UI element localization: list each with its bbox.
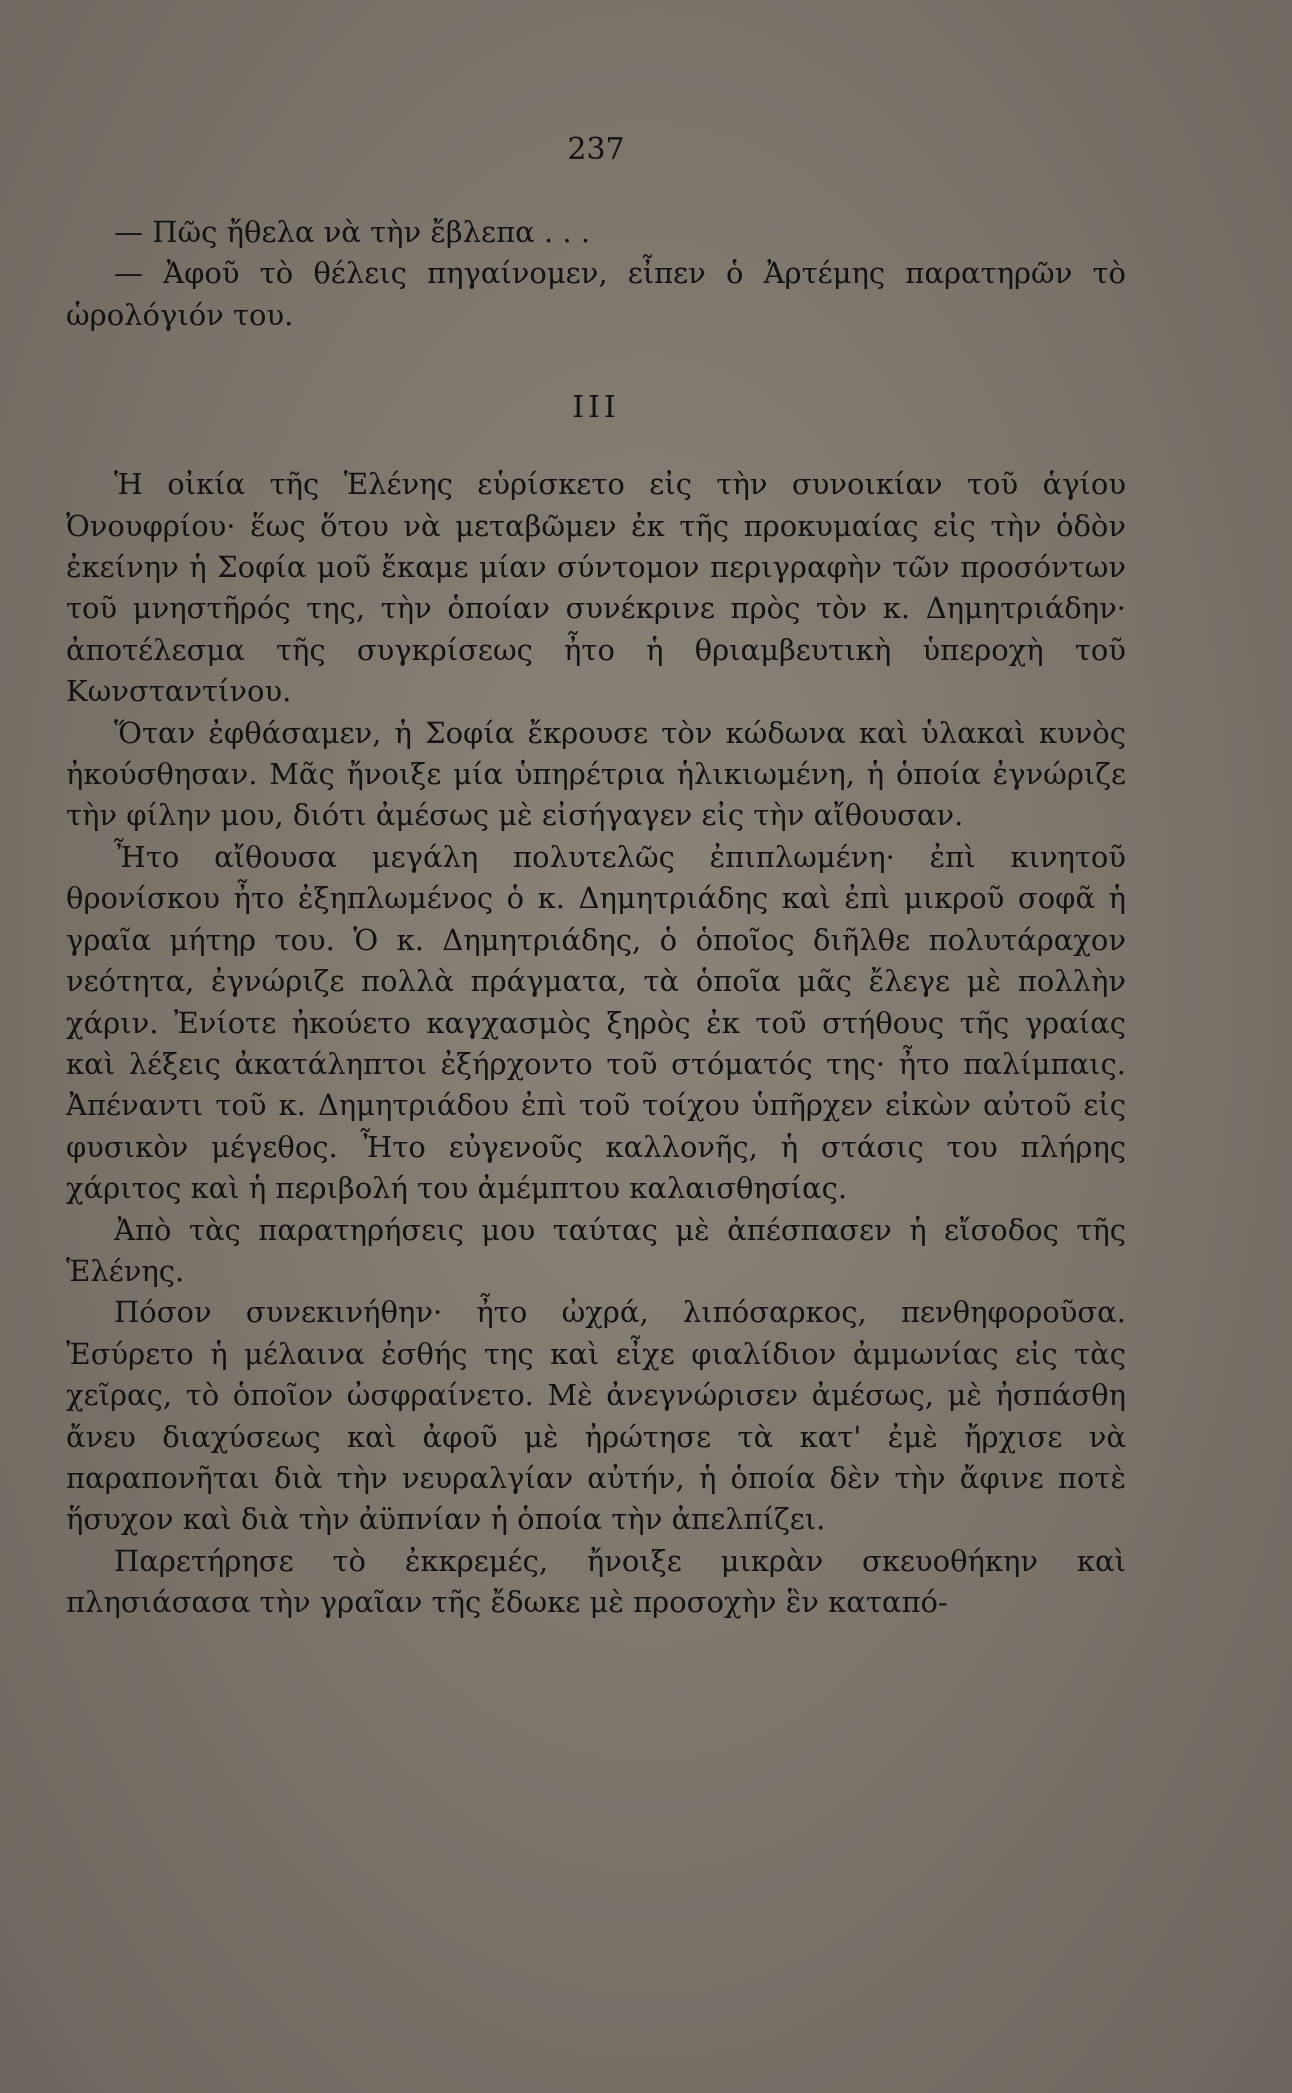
paragraph: Παρετήρησε τὸ ἐκκρεμές, ἤνοιξε μικρὰν σκευοθήκην καὶ πλησιάσασα τὴν γραῖαν τῆς ἔδωκε μὲ προσοχὴν ἓν καταπό- — [66, 1543, 1126, 1620]
dialogue-line-2: — Ἀφοῦ τὸ θέλεις πηγαίνομεν, εἶπεν ὁ Ἀρτέμης παρατηρῶν τὸ ὡρολόγιόν του. — [66, 256, 1126, 332]
paragraph: Πόσον συνεκινήθην· ἦτο ὠχρά, λιπόσαρκος, πενθηφοροῦσα. Ἐσύρετο ἡ μέλαινα ἐσθής της καὶ εἶχε φιαλίδιον ἀμμωνίας εἰς τὰς χεῖρας, τὸ ὁποῖον ὠσφραίνετο. Μὲ ἀνεγνώρισεν ἀμέσως, μὲ ἠσπάσθη ἄνευ διαχύσεως καὶ ἀφοῦ μὲ ἠρώτησε τὰ κατ' ἐμὲ ἤρχισε νὰ παραπονῆται διὰ τὴν νευραλγίαν αὐτήν, ἡ ὁποία δὲν τὴν ἄφινε ποτὲ ἥσυχον καὶ διὰ τὴν ἀϋπνίαν ἡ ὁποία τὴν ἀπελπίζει. — [66, 1295, 1126, 1537]
paragraph: Ἡ οἰκία τῆς Ἑλένης εὑρίσκετο εἰς τὴν συνοικίαν τοῦ ἁγίου Ὀνουφρίου· ἕως ὅτου νὰ μεταβῶμεν ἐκ τῆς προκυμαίας εἰς τὴν ὁδὸν ἐκείνην ἡ Σοφία μοῦ ἔκαμε μίαν σύντομον περιγραφὴν τῶν προσόντων τοῦ μνηστῆρός της, τὴν ὁποίαν συνέκρινε πρὸς τὸν κ. Δημητριάδην· ἀποτέλεσμα τῆς συγκρίσεως ἦτο ἡ θριαμβευτικὴ ὑπεροχὴ τοῦ Κωνσταντίνου. — [66, 467, 1126, 709]
paragraph: Ἀπὸ τὰς παρατηρήσεις μου ταύτας μὲ ἀπέσπασεν ἡ εἴσοδος τῆς Ἑλένης. — [66, 1212, 1126, 1288]
section-heading: III — [572, 390, 620, 426]
page-number: 237 — [567, 132, 625, 167]
page-text — [66, 128, 1126, 1624]
paragraph: Ἦτο αἴθουσα μεγάλη πολυτελῶς ἐπιπλωμένη· ἐπὶ κινητοῦ θρονίσκου ἦτο ἐξηπλωμένος ὁ κ. Δημητριάδης καὶ ἐπὶ μικροῦ σοφᾶ ἡ γραῖα μήτηρ του. Ὁ κ. Δημητριάδης, ὁ ὁποῖος διῆλθε πολυτάραχον νεότητα, ἐγνώριζε πολλὰ πράγματα, τὰ ὁποῖα μᾶς ἔλεγε μὲ πολλὴν χάριν. Ἐνίοτε ἠκούετο καγχασμὸς ξηρὸς ἐκ τοῦ στήθους τῆς γραίας καὶ λέξεις ἀκατάληπτοι ἐξήρχοντο τοῦ στόματός της· ἦτο παλίμπαις. Ἀπέναντι τοῦ κ. Δημητριάδου ἐπὶ τοῦ τοίχου ὑπῆρχεν εἰκὼν αὐτοῦ εἰς φυσικὸν μέγεθος. Ἦτο εὐγενοῦς καλλονῆς, ἡ στάσις του πλήρης χάριτος καὶ ἡ περιβολή του ἀμέμπτου καλαισθησίας. — [66, 839, 1126, 1206]
dialogue-line-1: — Πῶς ἤθελα νὰ τὴν ἔβλεπα . . . — [114, 215, 591, 249]
paragraph: Ὅταν ἐφθάσαμεν, ἡ Σοφία ἔκρουσε τὸν κώδωνα καὶ ὑλακαὶ κυνὸς ἠκούσθησαν. Μᾶς ἤνοιξε μία ὑπηρέτρια ἡλικιωμένη, ἡ ὁποία ἐγνώριζε τὴν φίλην μου, διότι ἀμέσως μὲ εἰσήγαγεν εἰς τὴν αἴθουσαν. — [66, 715, 1126, 833]
